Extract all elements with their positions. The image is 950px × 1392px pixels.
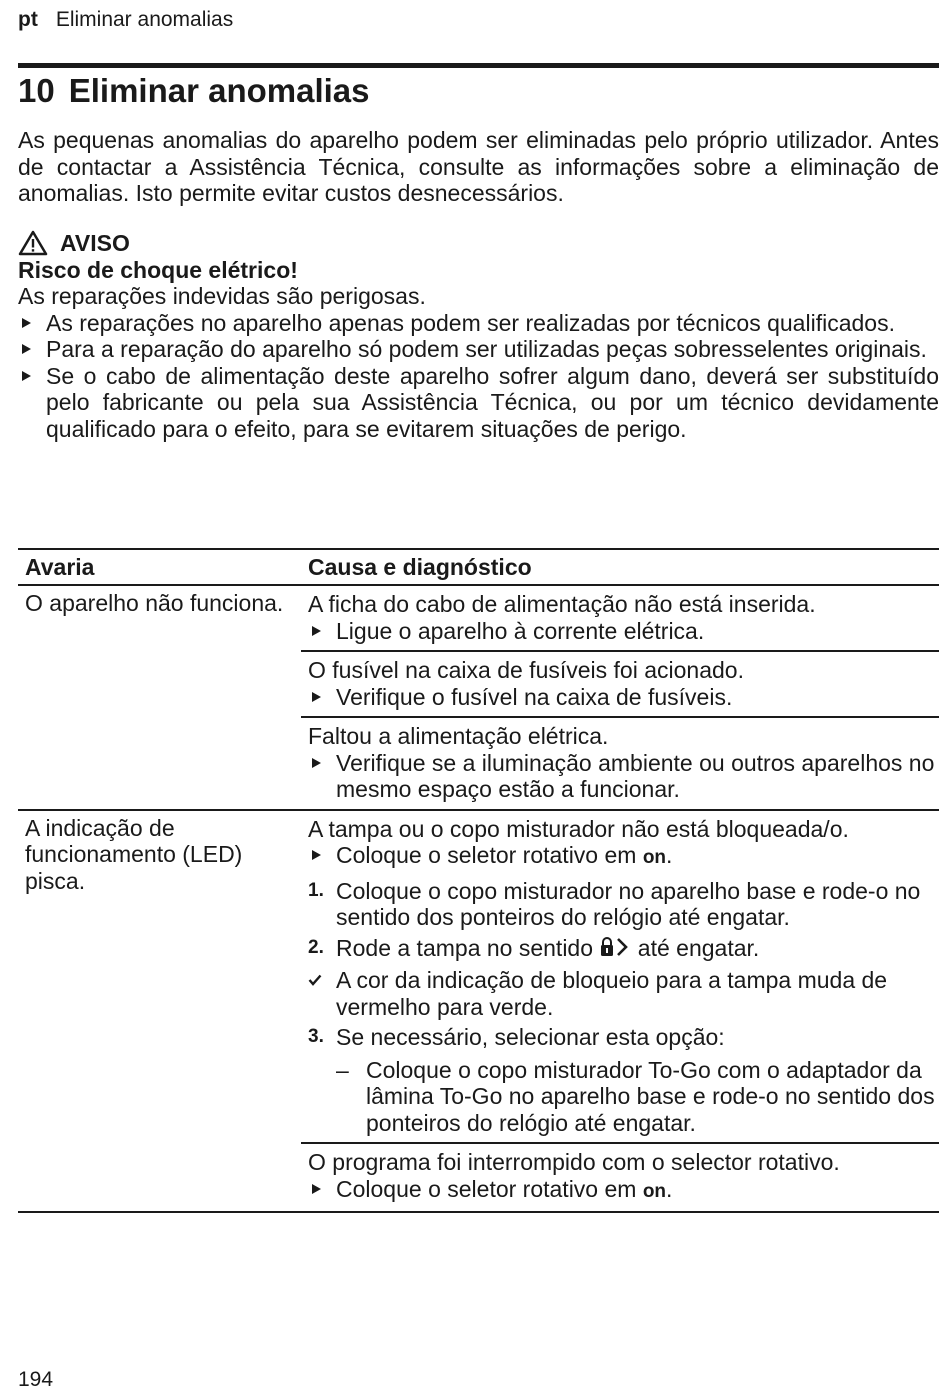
warning-text: As reparações indevidas são perigosas. [18, 283, 426, 309]
on-position-label: on [642, 847, 667, 868]
warning-box [18, 230, 939, 442]
cause-block [301, 586, 939, 652]
on-position-label: on [642, 1180, 667, 1202]
warning-bullets [18, 310, 939, 443]
header-cause: Causa e diagnóstico [308, 553, 532, 580]
cause-cell [301, 586, 939, 809]
fault-cell: O aparelho não funciona. [25, 590, 284, 616]
step-item: 1. Coloque o copo misturador no aparelho base e rode-o no sentido dos ponteiros do relógio até engatar. [308, 877, 921, 930]
checkmark-icon [308, 974, 322, 986]
sub-option-item: – Coloque o copo misturador To-Go com o adaptador da lâmina To-Go no aparelho base e rode-o no sentido dos ponteiros do relógio até engatar. [336, 1056, 935, 1136]
step-item: 3. Se necessário, selecionar esta opção: [308, 1024, 725, 1050]
cause-block [301, 1144, 939, 1211]
action-item: Ligue o aparelho à corrente elétrica. [308, 618, 939, 645]
step-item: 2. Rode a tampa no sentido até engatar. [308, 934, 760, 961]
action-item: Verifique se a iluminação ambiente ou outros aparelhos no mesmo espaço estão a funcionar. [308, 750, 939, 803]
chapter-title-text: Eliminar anomalias [68, 72, 370, 109]
warning-subtitle: Risco de choque elétrico! [18, 256, 298, 283]
cause-cell [301, 811, 939, 1212]
troubleshooting-table [18, 548, 939, 1213]
warning-bullet: As reparações no aparelho apenas podem ser realizadas por técnicos qualificados. [18, 310, 939, 337]
table-header [18, 548, 939, 586]
table-row [18, 586, 939, 811]
cause-text: O programa foi interrompido com o selector rotativo. [308, 1149, 840, 1175]
warning-bullet: Para a reparação do aparelho só podem ser utilizadas peças sobresselentes originais. [18, 336, 939, 363]
warning-triangle-icon [18, 230, 48, 256]
intro-paragraph: As pequenas anomalias do aparelho podem ser eliminadas pelo próprio utilizador. Antes de contactar a Assistência Técnica, consulte as informações sobre a eliminação de anomalias. Isto permite evitar custos desnecessários. [18, 127, 939, 206]
chapter-number: 10 [18, 72, 55, 109]
cause-block [301, 811, 939, 1145]
warning-bullet: Se o cabo de alimentação deste aparelho sofrer algum dano, deverá ser substituído pelo fabricante ou pela sua Assistência Técnica, ou por um técnico devidamente qualificado para o efeito, para se evitarem situações de perigo. [18, 363, 939, 443]
action-item: Verifique o fusível na caixa de fusíveis. [308, 684, 939, 711]
table-row [18, 811, 939, 1214]
cause-text: O fusível na caixa de fusíveis foi acionado. [308, 657, 744, 683]
header-fault: Avaria [25, 553, 95, 580]
cause-text: Faltou a alimentação elétrica. [308, 723, 609, 749]
cause-block [301, 718, 939, 809]
action-item: Coloque o seletor rotativo em on. [308, 1176, 939, 1206]
running-header [18, 8, 233, 32]
cause-text: A tampa ou o copo misturador não está bloqueada/o. [308, 815, 849, 842]
lock-arrow-icon [599, 936, 631, 958]
fault-cell: A indicação de funcionamento (LED) pisca. [25, 814, 243, 894]
warning-title [18, 230, 939, 257]
result-item: A cor da indicação de bloqueio para a tampa muda de vermelho para verde. [308, 967, 939, 1020]
heading-rule [18, 63, 939, 68]
cause-text: A ficha do cabo de alimentação não está inserida. [308, 591, 816, 617]
header-section-title: Eliminar anomalias [55, 8, 234, 31]
warning-label: AVISO [60, 230, 130, 256]
action-item: Coloque o seletor rotativo em on. [308, 842, 939, 872]
page-number: 194 [18, 1368, 54, 1391]
language-code: pt [18, 8, 38, 31]
chapter-title [18, 72, 370, 110]
cause-block [301, 652, 939, 718]
